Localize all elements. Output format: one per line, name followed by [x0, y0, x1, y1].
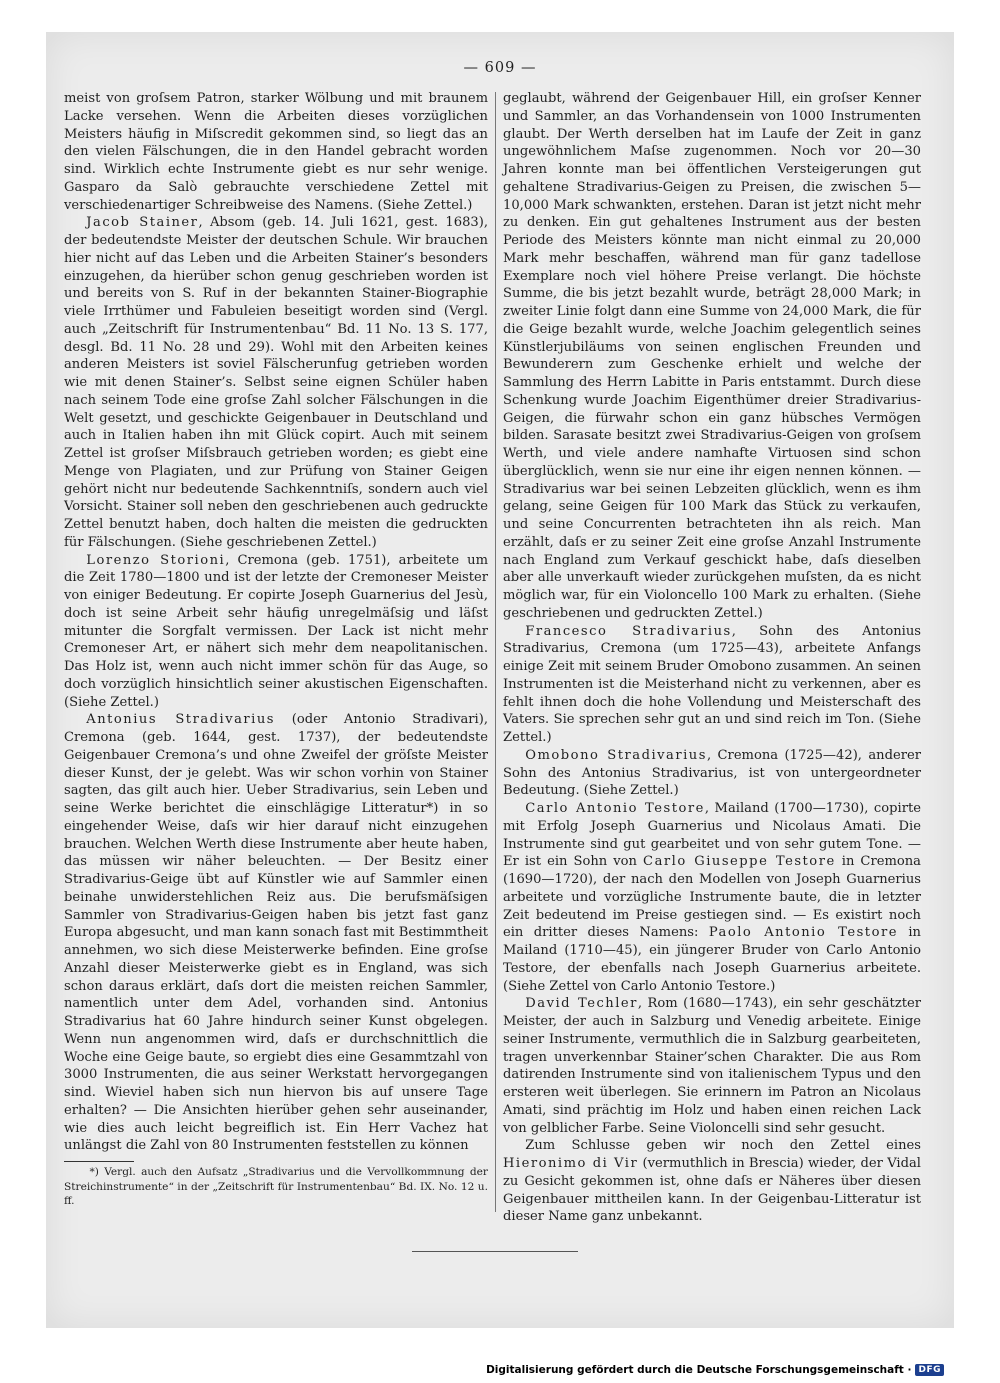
- paragraph-omobono: [503, 747, 921, 800]
- paragraph-stainer: [64, 214, 488, 551]
- column-divider: [495, 92, 496, 1212]
- dfg-credit-text: Digitalisierung gefördert durch die Deutsche Forschungsgemeinschaft ·: [486, 1364, 912, 1376]
- name-stradivarius: Antonius Stradivarius: [86, 712, 276, 728]
- paragraph-vir-text-b: (vermuthlich in Brescia) wieder, der Vidal zu Gesicht gekommen ist, ohne daſs er Näheres über diesen Geigenbauer mittheilen kann. In der Geigenbau-Litteratur ist dieser Name ganz unbekannt.: [503, 1156, 921, 1225]
- dfg-logo: DFG: [915, 1364, 944, 1376]
- left-column: [64, 90, 488, 1155]
- dfg-credit: [486, 1364, 944, 1376]
- paragraph-stradivarius: [64, 711, 488, 1155]
- name-stainer: Jacob Stainer: [86, 215, 199, 231]
- paragraph-vir: [503, 1137, 921, 1226]
- name-hieronimo-di-vir: Hieronimo di Vir: [503, 1156, 639, 1171]
- paragraph-omobono-text: , Cremona (1725—42), anderer Sohn des Antonius Stradivarius, ist von untergeordneter Bedeutung. (Siehe Zettel.): [503, 747, 922, 799]
- paragraph-francesco-text: , Sohn des Antonius Stradivarius, Cremona (um 1725—43), arbeitete Anfangs einige Zeit mit seinem Bruder Omobono zusammen. An seinen Instrumenten ist die Meisterhand nicht zu verkennen, aber es fehlt ihnen doch die hohe Vollendung und Meisterschaft des Vaters. Sie sprechen sehr gut an und sind reich im Ton. (Siehe Zettel.): [503, 623, 921, 745]
- paragraph-techler-text: , Rom (1680—1743), ein sehr geschätzter Meister, der auch in Salzburg und Venedig arbeitete. Einige seiner Instrumente, vermuthlich die in Salzburg gearbeiteten, tragen unverkennbar Stainer’schen Charakter. Die aus Rom datirenden Instrumente sind von italienischem Typus und den ersteren weit überlegen. Sie erinnern im Patron an Nicolaus Amati, sind prächtig im Holz und haben einen reichen Lack von gelblicher Farbe. Seine Violoncelli sind sehr gesucht.: [503, 996, 921, 1136]
- footnote: [64, 1165, 488, 1209]
- paragraph-values: geglaubt, während der Geigenbauer Hill, ein groſser Kenner und Sammler, an das Vorhandensein von 1000 Instrumenten glaubt. Der Werth derselben hat im Laufe der Zeit in ganz ungewöhnlichem Maſse zugenommen. Noch vor 20—30 Jahren konnte man bei öffentlichen Versteigerungen gut gehaltene Stradivarius-Geigen zu Preisen, die zwischen 5—10,000 Mark schwankten, erstehen. Daran ist jetzt nicht mehr zu denken. Ein gut gehaltenes Instrument aus der besten Periode des Meisters könnte man nicht einmal zu 20,000 Mark mehr beschaffen, während man für ganz tadellose Exemplare noch viel höhere Preise verlangt. Die höchste Summe, die bis jetzt bezahlt wurde, beträgt 28,000 Mark; in zweiter Linie folgt dann eine Summe von 24,000 Mark, die für die Geige bezahlt wurde, welche Joachim gelegentlich seines Künstlerjubiläums von seinen englischen Freunden und Bewunderern zum Geschenke erhielt und welche der Sammlung des Herrn Labitte in Paris entstammt. Durch diese Schenkung wurde Joachim Eigenthümer dreier Stradivarius-Geigen, die fürwahr schon ein ganz hübsches Vermögen bilden. Sarasate besitzt zwei Stradivarius-Geigen von groſsem Werth, und viele andere namhafte Virtuosen sind schon überglücklich, wenn sie nur eine ihr eigen nennen können. — Stradivarius war bei seinen Lebzeiten glücklich, wenn es ihm gelang, seine Geigen für 100 Mark das Stück zu verkaufen, und seine Concurrenten betrachteten ihn als reich. Man erzählt, daſs er zu seiner Zeit eine groſse Anzahl Instrumente nach England zum Verkauf geschickt habe, daſs dieselben aber alle unverkauft wieder zurückgehen muſsten, da es nicht möglich war, für ein Violoncello 100 Mark zu erhalten. (Siehe geschriebenen und gedruckten Zettel.): [503, 91, 921, 621]
- paragraph-francesco: [503, 623, 921, 747]
- paragraph-salo: meist von groſsem Patron, starker Wölbung und mit braunem Lacke versehen. Wenn die Arbeiten dieses vorzüglichen Meisters häufig in Miſscredit gekommen sind, so liegt das an den vielen Fälschungen, die in den Handel gebracht worden sind. Wirklich echte Instrumente giebt es nur sehr wenige. Gasparo da Salò gebrauchte verschiedene Zettel mit verschiedenartiger Schreibweise des Namens. (Siehe Zettel.): [64, 91, 488, 213]
- paragraph-techler: [503, 995, 921, 1137]
- name-storioni: Lorenzo Storioni: [86, 552, 226, 568]
- paragraph-testore-text-c: in Mailand (1710—45), ein jüngerer Bruder von Carlo Antonio Testore, der ebenfalls nach Joseph Guarnerius arbeitete. (Siehe Zettel von Carlo Antonio Testore.): [503, 925, 921, 994]
- name-carlo-giuseppe-testore: Carlo Giuseppe Testore: [643, 854, 836, 870]
- paragraph-stradivarius-text: (oder Antonio Stradivari), Cremona (geb. 1644, gest. 1737), der bedeutendste Geigenbauer Cremona’s und ohne Zweifel der gröſste Meister dieser Kunst, der je gelebt. Was wir schon vorhin von Stainer sagten, das gilt auch hier. Ueber Stradivarius, sein Leben und seine Werke berichtet die einschlägige Litteratur*) in so eingehender Weise, daſs wir hier darauf nicht einzugehen brauchen. Welchen Werth diese Instrumente aber heute haben, das müssen wir näher beleuchten. — Der Besitz einer Stradivarius-Geige übt auf Künstler wie auf Sammler einen beinahe unwiderstehlichen Reiz aus. Die berufsmäſsigen Sammler von Stradivarius-Geigen haben bis jetzt fast ganz Europa abgesucht, und man kann sonach fast mit Bestimmtheit annehmen, wo sich diese Meisterwerke befinden. Eine groſse Anzahl dieser Meisterwerke giebt es in England, was sich schon daraus erklärt, daſs dort die meisten reichen Sammler, namentlich unter dem Adel, vorhanden sind. Antonius Stradivarius hat 60 Jahre hindurch seiner Kunst obgelegen. Wenn nun angenommen wird, daſs er durchschnittlich die Woche eine Geige baute, so ergiebt dies eine Gesammtzahl von 3000 Instrumenten, die aus seiner Werkstatt hervorgegangen sind. Wieviel haben sich nun hiervon bis auf unsere Tage erhalten? — Die Ansichten hierüber gehen sehr auseinander, wie dies auch leicht begreiflich ist. Ein Herr Vachez hat unlängst die Zahl von 80 Instrumenten feststellen zu können: [64, 712, 489, 1154]
- footnote-text: *) Vergl. auch den Aufsatz „Stradivarius und die Vervollkommnung der Streichinstrumente“ in der „Zeitschrift für Instrumentenbau“ Bd. IX. No. 12 u. ff.: [64, 1166, 488, 1207]
- paragraph-testore: [503, 800, 921, 995]
- name-techler: David Techler: [525, 996, 638, 1012]
- end-rule: [412, 1251, 578, 1252]
- paragraph-stainer-text: , Absom (geb. 14. Juli 1621, gest. 1683), der bedeutendste Meister der deutschen Schule. Wir brauchen hier nicht auf das Leben und die Arbeiten Stainer’s besonders einzugehen, da hierüber schon genug geschrieben worden ist und bereits von S. Ruf in der bekannten Stainer-Biographie viele Irrthümer und Fabuleien beseitigt worden sind (Vergl. auch „Zeitschrift für Instrumentenbau“ Bd. 11 No. 13 S. 177, desgl. Bd. 11 No. 28 und 29). Wohl mit den Arbeiten keines anderen Meisters ist soviel Fälscherunfug getrieben worden wie mit denen Stainer’s. Selbst seine eignen Schüler haben nach seinem Tode eine groſse Zahl solcher Fälschungen in die Welt gesetzt, und geschickte Geigenbauer in Deutschland und auch in Italien haben ihn mit Glück copirt. Auch mit seinem Zettel ist groſser Miſsbrauch getrieben worden; es giebt eine Menge von Plagiaten, und zur Prüfung von Stainer Geigen gehört nicht nur bedeutende Sachkenntniſs, sondern auch viel Vorsicht. Stainer soll neben den geschriebenen auch gedruckte Zettel benutzt haben, doch halten die meisten die gedruckten für Fälschungen. (Siehe geschriebenen Zettel.): [64, 215, 489, 550]
- paragraph-testore-text-b: in Cremona (1690—1720), der nach den Modellen von Joseph Guarnerius arbeitete und vorzügliche Instrumente baute, die in letzter Zeit bedeutend im Preise gestiegen sind. — Es existirt noch ein dritter dieses Namens:: [503, 854, 921, 941]
- name-francesco: Francesco Stradivarius: [525, 623, 732, 639]
- name-carlo-antonio-testore: Carlo Antonio Testore: [525, 801, 705, 816]
- paragraph-testore-text-a: , Mailand (1700—1730), copirte mit Erfolg Joseph Guarnerius und Nicolaus Amati. Die Instrumente sind gut gearbeitet und von sehr gutem Tone. — Er ist ein Sohn von: [503, 801, 921, 870]
- paragraph-vir-text-a: Zum Schlusse geben wir noch den Zettel eines: [525, 1138, 921, 1154]
- footnote-rule: [64, 1161, 134, 1162]
- name-omobono: Omobono Stradivarius: [525, 747, 707, 763]
- right-column: [503, 90, 921, 1226]
- paragraph-storioni: [64, 552, 488, 712]
- name-paolo-antonio-testore: Paolo Antonio Testore: [708, 925, 898, 941]
- paragraph-storioni-text: , Cremona (geb. 1751), arbeitete um die Zeit 1780—1800 und ist der letzte der Cremoneser Meister von einiger Bedeutung. Er copirte Joseph Guarnerius del Jesù, doch ist seine Arbeit sehr häufig unregelmäſsig und läſst mitunter die Sorgfalt vermissen. Der Lack ist nicht mehr Cremoneser Art, er nähert sich mehr dem neapolitanischen. Das Holz ist, wenn auch nicht immer schön für das Auge, so doch vorzüglich hinsichtlich seiner akustischen Eigenschaften. (Siehe Zettel.): [64, 552, 488, 710]
- page-number: — 609 —: [463, 60, 537, 76]
